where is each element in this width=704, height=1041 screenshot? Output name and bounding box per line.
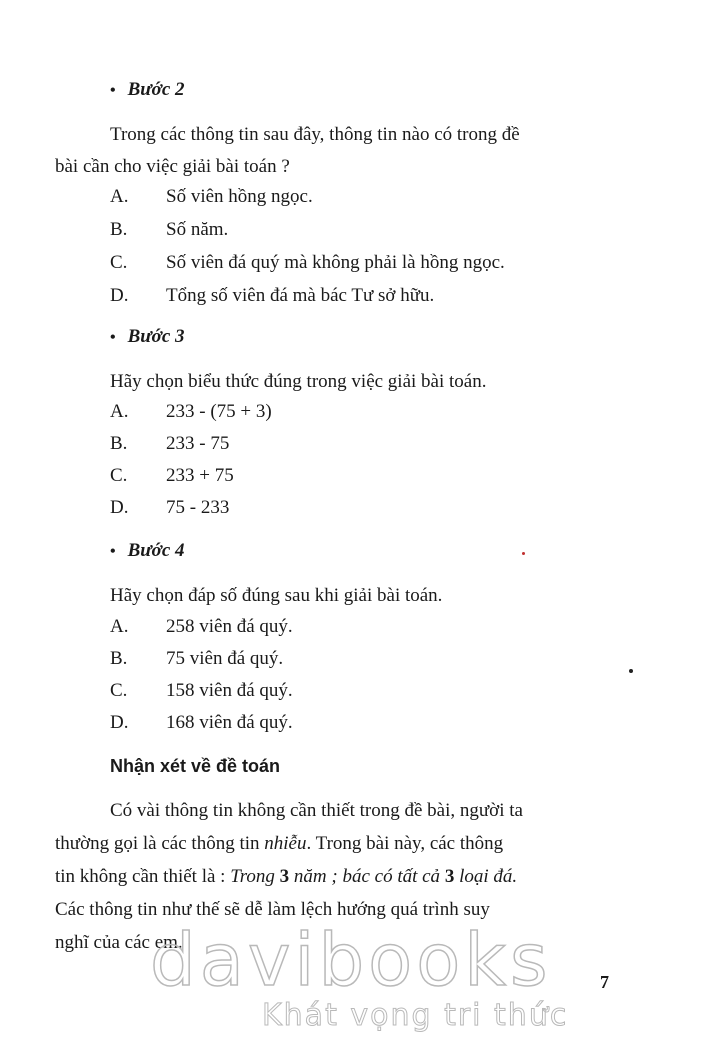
step2-title: Bước 2 — [127, 79, 185, 100]
remarks-number-2: 3 — [444, 866, 455, 887]
option-text: 233 - 75 — [166, 433, 230, 454]
option-letter: A. — [110, 401, 129, 422]
remarks-line2 — [55, 827, 503, 860]
option-letter: D. — [110, 497, 129, 518]
option-letter: A. — [110, 616, 129, 637]
step3-question: Hãy chọn biểu thức đúng trong việc giải bài toán. — [110, 371, 487, 392]
step3-title: Bước 3 — [127, 326, 185, 347]
step4-question: Hãy chọn đáp số đúng sau khi giải bài toán. — [110, 585, 443, 606]
option-text: 158 viên đá quý. — [166, 680, 293, 701]
option-letter: C. — [110, 252, 128, 273]
option-letter: D. — [110, 712, 129, 733]
scan-speck — [522, 552, 525, 555]
bullet-icon: • — [110, 82, 116, 99]
remarks-line3 — [55, 860, 517, 893]
step2-question-line2: bài cần cho việc giải bài toán ? — [55, 156, 290, 177]
option-letter: B. — [110, 219, 128, 240]
remarks-line3-d: năm ; bác có tất cả — [289, 866, 445, 887]
remarks-line1: Có vài thông tin không cần thiết trong đề bài, người ta — [110, 800, 523, 821]
option-text: 233 - (75 + 3) — [166, 401, 272, 422]
step4-heading — [110, 540, 185, 562]
option-text: 258 viên đá quý. — [166, 616, 293, 637]
watermark-slogan: Khát vọng tri thức — [262, 998, 569, 1033]
option-letter: B. — [110, 433, 128, 454]
remarks-heading: Nhận xét về đề toán — [110, 756, 281, 776]
option-letter: C. — [110, 680, 128, 701]
step3-heading — [110, 326, 185, 348]
bullet-icon: • — [110, 543, 116, 560]
remarks-line2-c: . Trong bài này, các thông — [306, 833, 504, 854]
option-text: Số viên đá quý mà không phải là hồng ngọc. — [166, 252, 505, 273]
option-text: 75 - 233 — [166, 497, 230, 518]
step2-heading — [110, 79, 185, 101]
option-letter: A. — [110, 186, 129, 207]
option-text: Tổng số viên đá mà bác Tư sở hữu. — [166, 285, 435, 306]
remarks-number-1: 3 — [279, 866, 290, 887]
remarks-line4: Các thông tin như thế sẽ dễ làm lệch hướng quá trình suy — [55, 899, 490, 920]
option-letter: D. — [110, 285, 129, 306]
step2-question-line1: Trong các thông tin sau đây, thông tin nào có trong đề — [110, 124, 520, 145]
option-text: 75 viên đá quý. — [166, 648, 284, 669]
bullet-icon: • — [110, 329, 116, 346]
watermark-brand: davibooks — [150, 918, 552, 1002]
option-letter: B. — [110, 648, 128, 669]
option-letter: C. — [110, 465, 128, 486]
option-text: 168 viên đá quý. — [166, 712, 293, 733]
remarks-line3-a: tin không cần thiết là : — [55, 866, 231, 887]
remarks-line3-f: loại đá. — [454, 866, 518, 887]
scan-speck — [629, 669, 633, 673]
remarks-line2-a: thường gọi là các thông tin — [55, 833, 265, 854]
step4-title: Bước 4 — [127, 540, 185, 561]
option-text: 233 + 75 — [166, 465, 234, 486]
option-text: Số viên hồng ngọc. — [166, 186, 313, 207]
remarks-line5: nghĩ của các em. — [55, 932, 183, 953]
remarks-term-nhieu: nhiễu — [264, 833, 307, 854]
page-number: 7 — [600, 972, 609, 992]
option-text: Số năm. — [166, 219, 229, 240]
remarks-line3-b: Trong — [230, 866, 280, 887]
